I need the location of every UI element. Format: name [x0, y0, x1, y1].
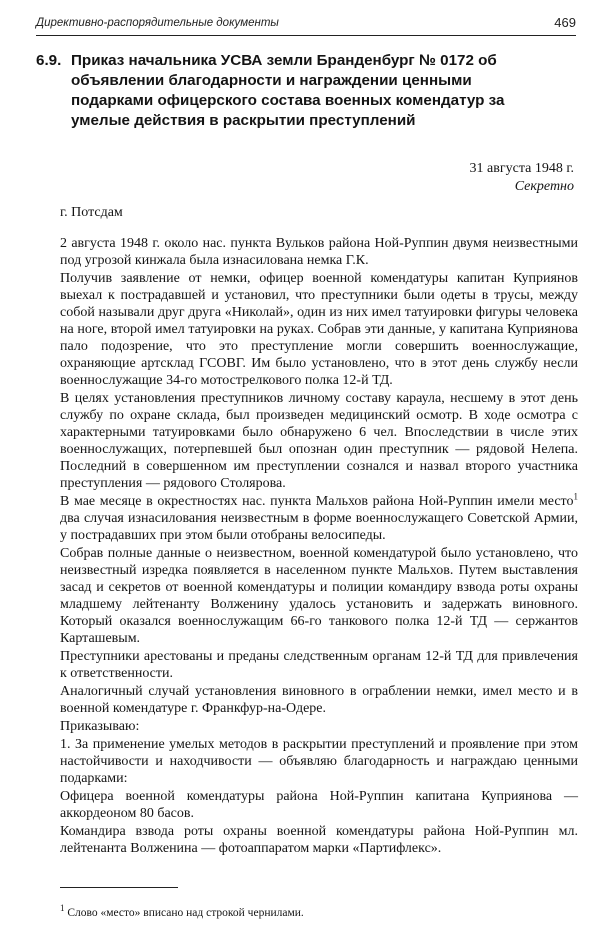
paragraph: Командира взвода роты охраны военной комендатуры района Ной-Руппин мл. лейтенанта Волженина — фотоаппаратом марки «Партифлекс». [60, 824, 578, 856]
paragraph: Офицера военной комендатуры района Ной-Руппин капитана Куприянова — аккордеоном 80 басов. [60, 789, 578, 821]
running-header [36, 15, 576, 36]
place-of-issue: г. Потсдам [60, 205, 123, 220]
paragraph: 2 августа 1948 г. около нас. пункта Вульков района Ной-Руппин двумя неизвестными под угрозой кинжала была изнасилована немка Г.К. [60, 236, 578, 268]
paragraph-text: два случая изнасилования неизвестным в форме военнослужащего Советской Армии, у пострадавших при этом были отобраны велосипеды. [60, 511, 578, 543]
paragraph [60, 270, 578, 389]
footnote [60, 903, 304, 919]
running-header-title: Директивно-распорядительные документы [36, 17, 279, 29]
paragraph: Аналогичный случай установления виновного в ограблении немки, имел место и в военной комендатуре г. Франкфур-на-Одере. [60, 684, 578, 716]
paragraph: Преступники арестованы и преданы следственным органам 12-й ТД для привлечения к ответственности. [60, 649, 578, 681]
paragraph [60, 493, 578, 544]
heading-number: 6.9. [36, 52, 62, 69]
paragraph-text: Получив заявление от немки, офицер военной комендатуры капитан Куприянов выехал к пострадавшей и установил, что преступники были одеты в трусы, между собой называли друг друга «Николай», один из них имел татуировки фигуры человека на ноге, второй имел татуировки на руках. Собрав эти данные, у капитана Куприянова пало подозрение, что это преступление могли совершить военнослужащие, охраняющие артсклад ГСОВГ. Им было установлено, что в этот день службу несли военнослужащие 34-го мотострелкового полка 12-й ТД. [60, 271, 578, 388]
footnote-reference: 1 [573, 491, 578, 502]
paragraph: Собрав полные данные о неизвестном, военной комендатурой было установлено, что неизвестный изредка появляется в населенном пункте Мальхов. Путем выставления засад и секретов от военной комендатуры и полиции командиру взвода роты охраны младшему лейтенанту Волженину удалось установить и задержать виновного. Который оказался военнослужащим 66-го танкового полка 12-й ТД — сержантов Карташевым. [60, 546, 578, 646]
document-heading [36, 51, 556, 131]
classification-mark: Секретно [514, 179, 574, 194]
paragraph: 1. За применение умелых методов в раскрытии преступлений и проявление при этом настойчивости и находчивости — объявляю благодарность и награждаю ценными подарками: [60, 737, 578, 786]
page-number: 469 [554, 15, 576, 30]
heading-title: Приказ начальника УСВА земли Бранденбург № 0172 об объявлении благодарности и награждении ценными подарками офицерского состава военных комендатур за умелые действия в раскрытии преступлений [71, 52, 505, 129]
document-date: 31 августа 1948 г. [469, 161, 574, 176]
footnote-marker: 1 [60, 903, 65, 913]
footnote-divider [60, 887, 178, 888]
paragraph: В целях установления преступников личному составу караула, несшему в этот день службу по охране склада, был произведен медицинский осмотр. В ходе осмотра с характерными татуировками было обнаружено 6 чел. Впоследствии в числе этих военнослужащих, потерпевшей был опознан один преступник — рядовой Нелепа. Последний в совершенном им преступлении сознался и назвал второго участника преступления — рядового Столярова. [60, 391, 578, 491]
footnote-text: Слово «место» вписано над строкой чернилами. [64, 906, 304, 919]
paragraph-text: В мае месяце в окрестностях нас. пункта Мальхов района Ной-Руппин имели место [60, 494, 574, 509]
dateline [470, 160, 574, 196]
document-body [60, 235, 578, 858]
paragraph: Приказываю: [60, 719, 140, 734]
